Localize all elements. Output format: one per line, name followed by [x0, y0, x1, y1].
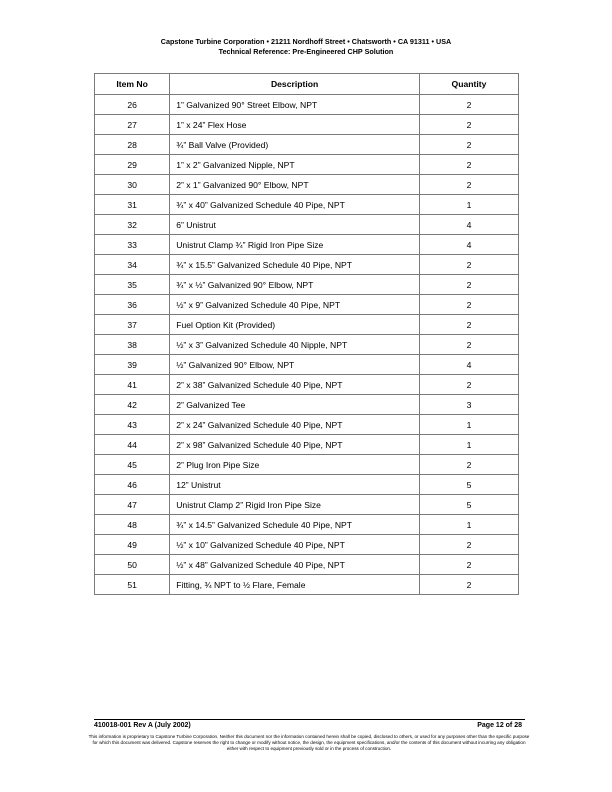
table-row [95, 395, 519, 415]
description-cell: 6” Unistrut [170, 215, 420, 235]
quantity-cell: 2 [419, 155, 518, 175]
description-cell: ½” Galvanized 90° Elbow, NPT [170, 355, 420, 375]
quantity-cell: 1 [419, 415, 518, 435]
description-cell: 2” x 38” Galvanized Schedule 40 Pipe, NPT [170, 375, 420, 395]
table-row [95, 415, 519, 435]
description-cell: ½” x 10” Galvanized Schedule 40 Pipe, NPT [170, 535, 420, 555]
item-no-cell: 32 [95, 215, 170, 235]
quantity-cell: 5 [419, 495, 518, 515]
description-cell: 1” Galvanized 90° Street Elbow, NPT [170, 95, 420, 115]
header-title-line: Technical Reference: Pre-Engineered CHP Solution [218, 47, 394, 56]
description-cell: 2” Plug Iron Pipe Size [170, 455, 420, 475]
table-row [95, 155, 519, 175]
description-cell: ½” x 9” Galvanized Schedule 40 Pipe, NPT [170, 295, 420, 315]
description-cell: ½” x 3” Galvanized Schedule 40 Nipple, NPT [170, 335, 420, 355]
description-cell: ¾” x 40” Galvanized Schedule 40 Pipe, NPT [170, 195, 420, 215]
quantity-cell: 2 [419, 135, 518, 155]
table-row [95, 475, 519, 495]
item-no-cell: 41 [95, 375, 170, 395]
item-no-cell: 38 [95, 335, 170, 355]
table-row [95, 255, 519, 275]
quantity-cell: 2 [419, 335, 518, 355]
table-row [95, 355, 519, 375]
item-no-cell: 51 [95, 575, 170, 595]
item-no-cell: 43 [95, 415, 170, 435]
item-no-cell: 31 [95, 195, 170, 215]
quantity-cell: 2 [419, 295, 518, 315]
table-row [95, 195, 519, 215]
description-cell: 2” x 24” Galvanized Schedule 40 Pipe, NPT [170, 415, 420, 435]
quantity-cell: 1 [419, 195, 518, 215]
header-company-line: Capstone Turbine Corporation • 21211 Nordhoff Street • Chatsworth • CA 91311 • USA [160, 37, 452, 46]
table-row [95, 275, 519, 295]
table-row [95, 235, 519, 255]
item-no-cell: 35 [95, 275, 170, 295]
item-no-cell: 26 [95, 95, 170, 115]
description-cell: ¾” x ½” Galvanized 90° Elbow, NPT [170, 275, 420, 295]
item-no-cell: 30 [95, 175, 170, 195]
description-cell: 2” x 98” Galvanized Schedule 40 Pipe, NPT [170, 435, 420, 455]
table-row [95, 455, 519, 475]
description-cell: ¾” x 14.5” Galvanized Schedule 40 Pipe, NPT [170, 515, 420, 535]
quantity-cell: 2 [419, 375, 518, 395]
column-header-quantity: Quantity [419, 74, 518, 95]
document-id: 410018-001 Rev A (July 2002) [94, 722, 191, 729]
page-header [0, 37, 612, 57]
table-row [95, 315, 519, 335]
table-row [95, 215, 519, 235]
table-body [95, 95, 519, 595]
quantity-cell: 2 [419, 95, 518, 115]
table-row [95, 555, 519, 575]
table-row [95, 375, 519, 395]
item-no-cell: 33 [95, 235, 170, 255]
item-no-cell: 50 [95, 555, 170, 575]
table-row [95, 95, 519, 115]
item-no-cell: 48 [95, 515, 170, 535]
item-no-cell: 39 [95, 355, 170, 375]
item-no-cell: 47 [95, 495, 170, 515]
description-cell: Fitting, ¾ NPT to ½ Flare, Female [170, 575, 420, 595]
table-header-row [95, 74, 519, 95]
quantity-cell: 2 [419, 275, 518, 295]
quantity-cell: 5 [419, 475, 518, 495]
item-no-cell: 49 [95, 535, 170, 555]
table-row [95, 575, 519, 595]
quantity-cell: 2 [419, 315, 518, 335]
quantity-cell: 4 [419, 235, 518, 255]
quantity-cell: 2 [419, 115, 518, 135]
item-no-cell: 37 [95, 315, 170, 335]
description-cell: 12” Unistrut [170, 475, 420, 495]
description-cell: ½” x 48” Galvanized Schedule 40 Pipe, NPT [170, 555, 420, 575]
table-row [95, 295, 519, 315]
table-row [95, 175, 519, 195]
item-no-cell: 28 [95, 135, 170, 155]
quantity-cell: 2 [419, 455, 518, 475]
item-no-cell: 29 [95, 155, 170, 175]
description-cell: 2” Galvanized Tee [170, 395, 420, 415]
description-cell: Unistrut Clamp ¾” Rigid Iron Pipe Size [170, 235, 420, 255]
quantity-cell: 2 [419, 255, 518, 275]
description-cell: 1” x 2” Galvanized Nipple, NPT [170, 155, 420, 175]
quantity-cell: 2 [419, 555, 518, 575]
quantity-cell: 1 [419, 435, 518, 455]
page-number: Page 12 of 28 [477, 722, 522, 729]
description-cell: ¾” Ball Valve (Provided) [170, 135, 420, 155]
table-row [95, 535, 519, 555]
column-header-description: Description [170, 74, 420, 95]
item-no-cell: 45 [95, 455, 170, 475]
table-row [95, 495, 519, 515]
table-row [95, 435, 519, 455]
parts-table [94, 73, 519, 595]
description-cell: ¾” x 15.5” Galvanized Schedule 40 Pipe, NPT [170, 255, 420, 275]
item-no-cell: 36 [95, 295, 170, 315]
item-no-cell: 27 [95, 115, 170, 135]
description-cell: 2” x 1” Galvanized 90° Elbow, NPT [170, 175, 420, 195]
column-header-item-no: Item No [95, 74, 170, 95]
quantity-cell: 2 [419, 175, 518, 195]
disclaimer-text: This information is proprietary to Capstone Turbine Corporation. Neither this document nor the information contained herein shall be copied, disclosed to others, or used for any purposes other than the specific purpose for which this document was delivered. Capstone reserves the right to change or modify without notice, the design, the equipment specifications, and/or the contents of this document without incurring any obligation either with respect to equipment previously sold or in the process of construction. [88, 734, 530, 751]
table-row [95, 335, 519, 355]
table-row [95, 115, 519, 135]
quantity-cell: 4 [419, 215, 518, 235]
item-no-cell: 44 [95, 435, 170, 455]
quantity-cell: 3 [419, 395, 518, 415]
table-row [95, 135, 519, 155]
description-cell: 1” x 24” Flex Hose [170, 115, 420, 135]
footer-divider [94, 719, 525, 720]
item-no-cell: 46 [95, 475, 170, 495]
quantity-cell: 4 [419, 355, 518, 375]
item-no-cell: 34 [95, 255, 170, 275]
description-cell: Unistrut Clamp 2” Rigid Iron Pipe Size [170, 495, 420, 515]
quantity-cell: 2 [419, 535, 518, 555]
description-cell: Fuel Option Kit (Provided) [170, 315, 420, 335]
quantity-cell: 1 [419, 515, 518, 535]
quantity-cell: 2 [419, 575, 518, 595]
item-no-cell: 42 [95, 395, 170, 415]
table-row [95, 515, 519, 535]
